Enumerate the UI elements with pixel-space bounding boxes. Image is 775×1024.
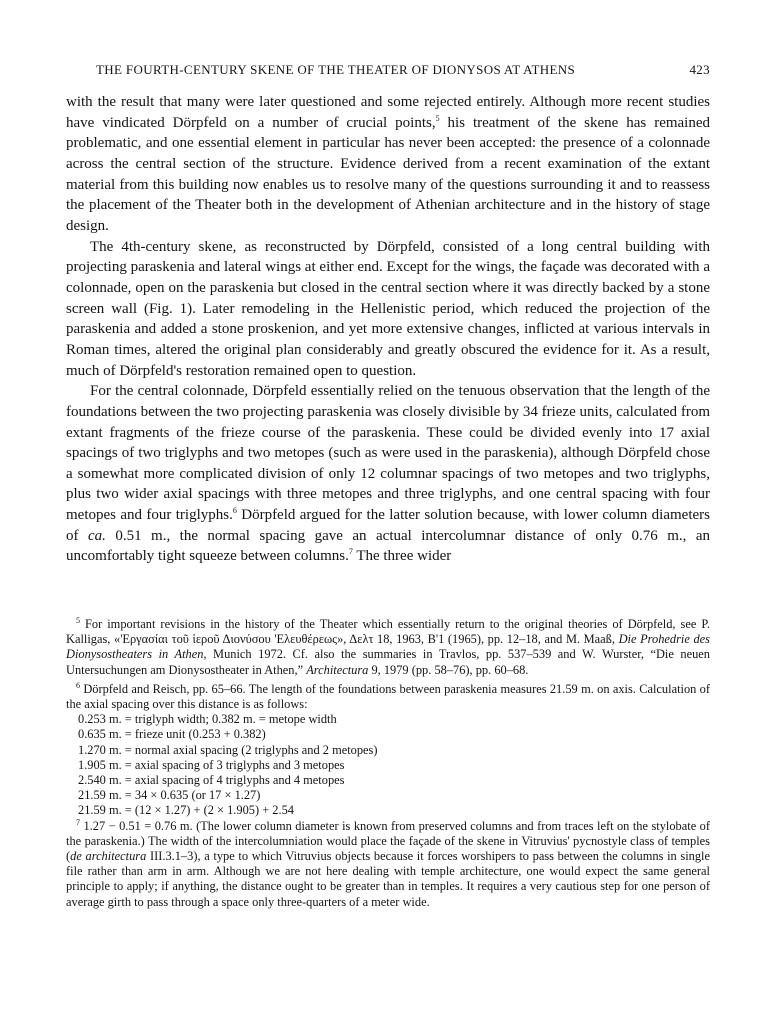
paragraph-1-text-b: his treatment of the skene has remained problematic, and one essential element in particular has never been accepted: the presence of a colonnade across the central section of the structure. Evidence derived from a recent examination of the extant material from this building now enables us to resolve many of the questions surrounding it and to reassess the placement of the Theater both in the development of Athenian architecture and in the history of stage design. [66,114,710,234]
footnote-5 [66,617,710,678]
calc-line: 21.59 m. = (12 × 1.27) + (2 × 1.905) + 2.54 [78,803,294,818]
calc-line: 1.905 m. = axial spacing of 3 triglyphs and 3 metopes [78,757,345,772]
running-title: THE FOURTH-CENTURY SKENE OF THE THEATER OF DIONYSOS AT ATHENS [96,62,576,77]
footnotes [66,617,710,910]
footnote-5-text-a: For important revisions in the history of the Theater which essentially return to the original theories of Dörpfeld, see P. Kalligas, «'Εργασίαι τοῦ ἱεροῦ Διονύσου 'Ελευθέρεως», Δελτ 18, 1963, B'1 (1965), pp. 12–18, and M. Maaß, [66,617,710,647]
paragraph-1 [66,92,710,237]
paragraph-1-text-a: with the result that many were later questioned and some rejected entirely. Although more recent studies have vindicated Dörpfeld on a number of crucial points, [66,94,710,131]
paragraph-3-text-b: Dörpfeld argued for the latter solution because, with lower column diameters of [66,507,710,544]
paragraph-3-text-a: For the central colonnade, Dörpfeld essentially relied on the tenuous observation that the length of the foundations between the two projecting paraskenia was closely divisible by 34 frieze units, calculated from extant fragments of the frieze course of the paraskenia. These could be divided evenly into 17 axial spacings of two triglyphs and two metopes (such as were used in the paraskenia), although Dörpfeld chose a somewhat more complicated division of only 12 columnar spacings of two metopes and two triglyphs, plus two wider axial spacings with three metopes and three triglyphs, and one central spacing with four metopes and four triglyphs. [66,383,710,524]
footnote-ref-7: 7 [348,547,353,557]
paragraph-3 [66,381,710,567]
calc-line: 21.59 m. = 34 × 0.635 (or 17 × 1.27) [78,788,261,803]
footnote-6-text: Dörpfeld and Reisch, pp. 65–66. The length of the foundations between paraskenia measures 21.59 m. on axis. Calculation of the axial spacing over this distance is as follows: [66,681,710,712]
footnote-6 [66,682,710,712]
page-number: 423 [689,62,710,77]
footnote-6-number: 6 [76,680,80,690]
calc-line: 1.270 m. = normal axial spacing (2 triglyphs and 2 metopes) [78,742,378,757]
paragraph-3-text-c: 0.51 m., the normal spacing gave an actual intercolumnar distance of only 0.76 m., an uncomfortably tight squeeze between columns. [66,527,710,565]
footnote-7-number: 7 [76,817,80,827]
footnote-5-text-b: , Munich 1972. Cf. also the summaries in Travlos, pp. 537–539 and W. Wurster, “Die neuen Untersuchungen am Dionysostheater in Athen,” [66,647,710,677]
footnote-7-text-b: III.3.1–3), a type to which Vitruvius objects because it forces worshipers to pass between the columns in single file rather than arm in arm. Although we are not here dealing with temple architecture, one would expect the same general principle to apply; if anything, the distance ought to be greater than in temples. It requires a very cautious step for one person of average girth to pass through a space only three-quarters of a meter wide. [66,849,710,909]
body-text [66,92,710,567]
calc-line: 2.540 m. = axial spacing of 4 triglyphs and 4 metopes [78,773,345,788]
footnote-ref-5: 5 [435,113,440,123]
paragraph-3-ca: ca. [87,527,106,544]
footnote-7-work-title: de architectura [70,849,147,864]
footnote-7 [66,819,710,910]
paragraph-2: The 4th-century skene, as reconstructed by Dörpfeld, consisted of a long central building with projecting paraskenia and lateral wings at either end. Except for the wings, the façade was decorated with a colonnade, open on the paraskenia but closed in the central section where it was directly backed by a stone screen wall (Fig. 1). Later remodeling in the Hellenistic period, which reduced the projection of the paraskenia and added a stone proskenion, and yet more extensive changes, inflicted at various intervals in Roman times, altered the original plan considerably and greatly obscured the evidence for it. As a result, much of Dörpfeld's restoration remained open to question. [66,238,710,379]
footnote-5-text-c: 9, 1979 (pp. 58–76), pp. 60–68. [368,662,529,677]
footnote-ref-6: 6 [232,506,237,516]
calc-line: 0.253 m. = triglyph width; 0.382 m. = metope width [78,712,337,727]
calc-line: 0.635 m. = frieze unit (0.253 + 0.382) [78,727,266,742]
footnote-5-number: 5 [76,615,80,625]
footnote-7-text-a: 1.27 − 0.51 = 0.76 m. (The lower column diameter is known from preserved columns and from traces left on the stylobate of the paraskenia.) The width of the intercolumniation would place the façade of the skene in Vitruvius' pycnostyle class of temples ( [66,818,710,864]
axial-spacing-calculation [78,712,710,818]
footnote-5-journal-title: Architectura [306,662,369,677]
footnote-5-book-title: Die Prohedrie des Dionysostheaters in Athen [66,632,710,662]
running-head [96,62,710,78]
paragraph-3-text-d: The three wider [352,548,452,565]
